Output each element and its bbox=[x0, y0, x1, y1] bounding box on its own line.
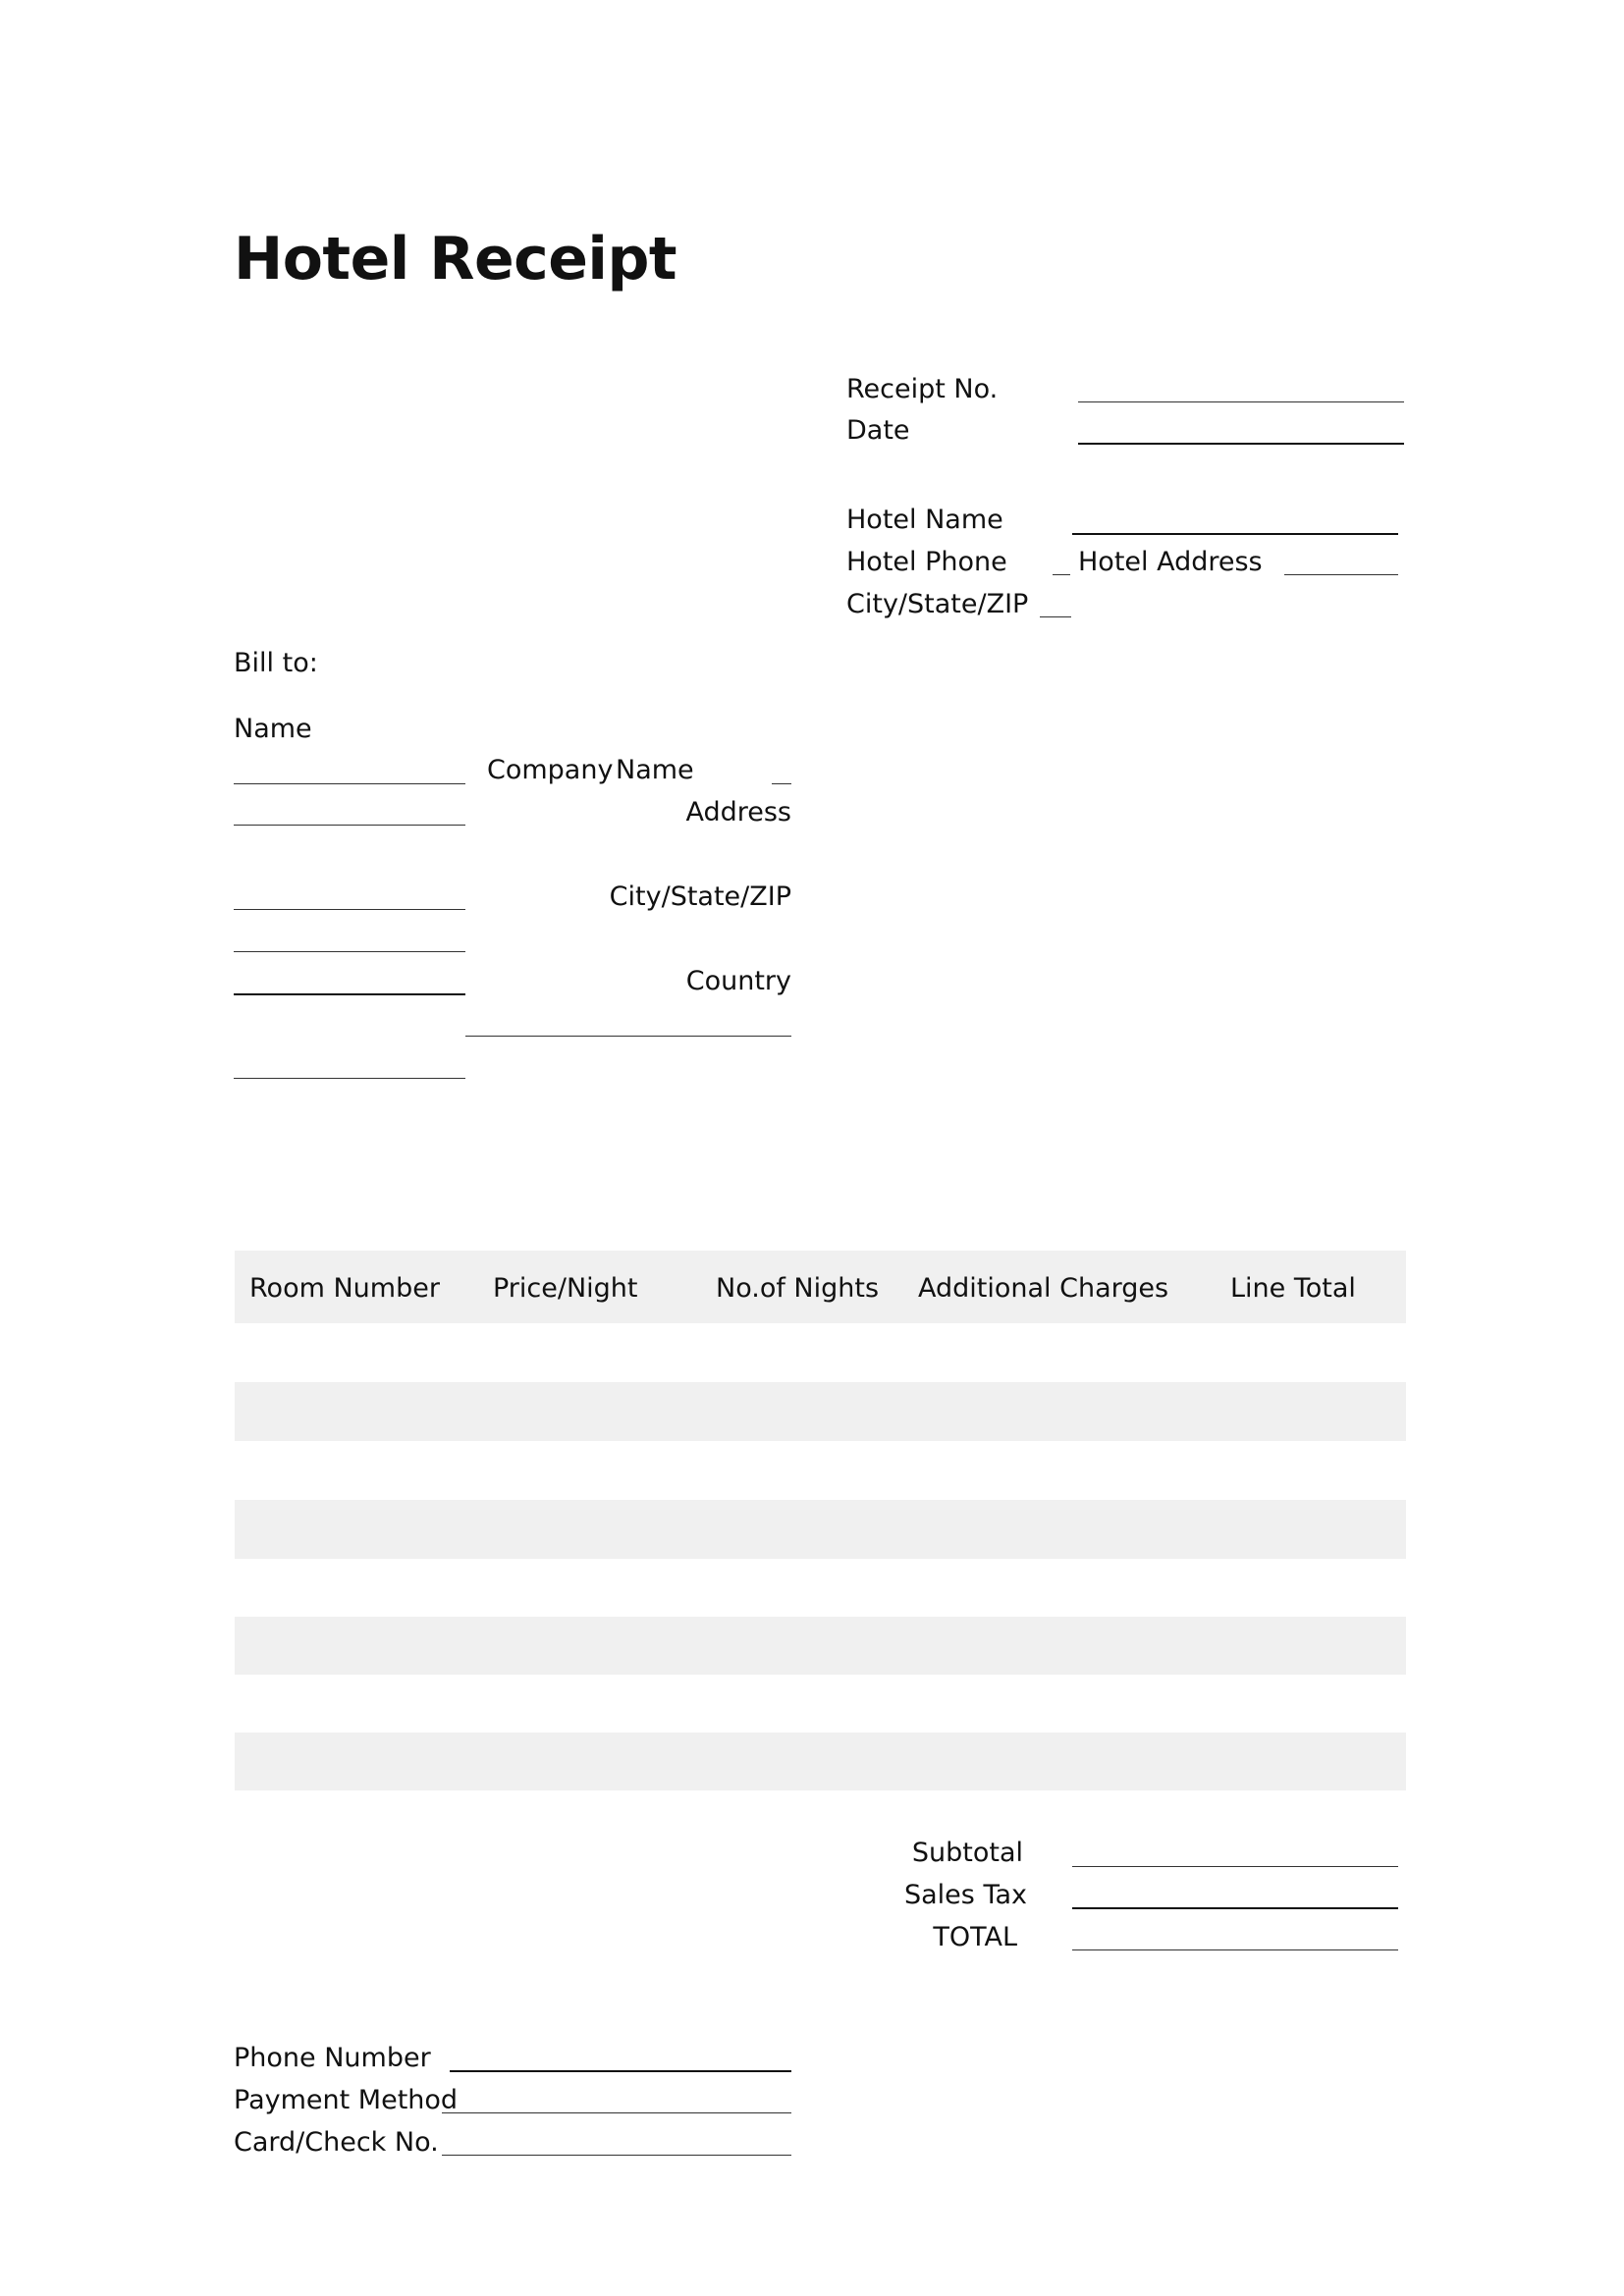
column-header-line-total: Line Total bbox=[1230, 1273, 1356, 1304]
column-header-room-number: Room Number bbox=[249, 1273, 440, 1304]
column-header-price-night: Price/Night bbox=[493, 1273, 638, 1304]
payment-method-label: Payment Method bbox=[234, 2085, 459, 2115]
bill-to-company-field[interactable] bbox=[234, 825, 465, 826]
bill-to-company-name-label: Name bbox=[616, 755, 694, 785]
bill-to-company-label: Company bbox=[487, 755, 614, 785]
date-field[interactable] bbox=[1078, 443, 1404, 445]
receipt-no-label: Receipt No. bbox=[846, 374, 999, 404]
sales-tax-field[interactable] bbox=[1072, 1907, 1398, 1909]
bill-to-name-field[interactable] bbox=[234, 783, 465, 784]
column-header-no-of-nights: No.of Nights bbox=[716, 1273, 880, 1304]
bill-to-address-label: Address bbox=[685, 797, 791, 828]
bill-to-country-label: Country bbox=[685, 966, 791, 996]
bill-to-name-label: Name bbox=[234, 714, 312, 744]
bill-to-extra-field[interactable] bbox=[234, 1078, 465, 1079]
table-row[interactable] bbox=[235, 1441, 1406, 1500]
table-row[interactable] bbox=[235, 1733, 1406, 1790]
bill-to-country-field[interactable] bbox=[465, 1036, 791, 1037]
date-label: Date bbox=[846, 415, 910, 446]
hotel-phone-label: Hotel Phone bbox=[846, 547, 1007, 577]
table-row[interactable] bbox=[235, 1323, 1406, 1382]
hotel-name-field[interactable] bbox=[1072, 533, 1398, 535]
table-row[interactable] bbox=[235, 1500, 1406, 1559]
table-row[interactable] bbox=[235, 1559, 1406, 1617]
table-row[interactable] bbox=[235, 1617, 1406, 1675]
column-header-additional-charges: Additional Charges bbox=[918, 1273, 1169, 1304]
payment-method-field[interactable] bbox=[442, 2112, 791, 2113]
subtotal-field[interactable] bbox=[1072, 1866, 1398, 1867]
bill-to-address-line2-field[interactable] bbox=[234, 951, 465, 952]
card-check-no-label: Card/Check No. bbox=[234, 2127, 439, 2158]
bill-to-company-name-field[interactable] bbox=[772, 783, 791, 784]
total-label: TOTAL bbox=[933, 1922, 1017, 1952]
page-title: Hotel Receipt bbox=[234, 225, 677, 294]
hotel-city-state-zip-field[interactable] bbox=[1040, 616, 1071, 617]
hotel-address-field[interactable] bbox=[1284, 574, 1398, 575]
phone-number-label: Phone Number bbox=[234, 2043, 431, 2073]
sales-tax-label: Sales Tax bbox=[904, 1880, 1027, 1910]
subtotal-label: Subtotal bbox=[911, 1838, 1023, 1868]
table-row[interactable] bbox=[235, 1382, 1406, 1441]
receipt-no-field[interactable] bbox=[1078, 401, 1404, 402]
total-field[interactable] bbox=[1072, 1949, 1398, 1950]
hotel-city-state-zip-label: City/State/ZIP bbox=[846, 589, 1029, 619]
hotel-address-label: Hotel Address bbox=[1078, 547, 1263, 577]
bill-to-city-state-zip-label: City/State/ZIP bbox=[609, 881, 791, 912]
card-check-no-field[interactable] bbox=[442, 2155, 791, 2156]
phone-number-field[interactable] bbox=[450, 2070, 791, 2072]
bill-to-address-field[interactable] bbox=[234, 909, 465, 910]
hotel-phone-field[interactable] bbox=[1053, 574, 1070, 575]
hotel-name-label: Hotel Name bbox=[846, 505, 1003, 535]
table-row[interactable] bbox=[235, 1675, 1406, 1733]
bill-to-heading: Bill to: bbox=[234, 648, 318, 678]
bill-to-city-state-zip-field[interactable] bbox=[234, 993, 465, 995]
